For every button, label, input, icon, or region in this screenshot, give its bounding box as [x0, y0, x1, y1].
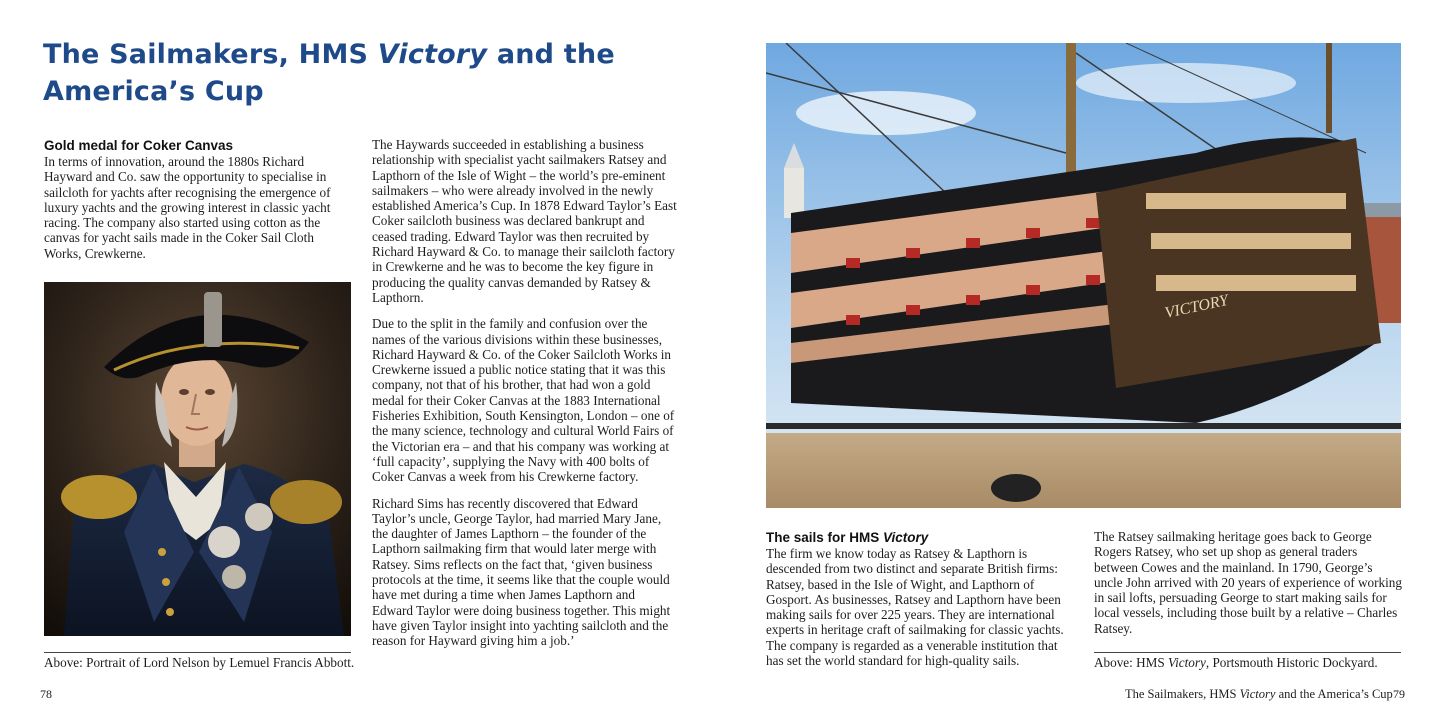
title-ship-name: Victory [377, 39, 488, 70]
left-column-2 [372, 137, 677, 649]
title-part1: The Sailmakers, HMS [43, 39, 378, 70]
victory-caption [1094, 655, 1414, 671]
left-column-1 [44, 137, 352, 261]
ship-name-text: VICTORY [1163, 291, 1230, 322]
running-head-ship: Victory [1239, 687, 1276, 701]
nelson-portrait-image [44, 282, 351, 636]
hms-victory-photo [766, 43, 1401, 508]
nelson-portrait-illustration [44, 282, 351, 636]
paragraph-ratsey-heritage: The Ratsey sailmaking heritage goes back to George Rogers Ratsey, who set up shop as general traders between Cowes and the mainland. In 1790, George’s uncle John arrived with 20 years of experience of working in sail lofts, persuading George to start making sails for local vessels, including those built by a relative – Charles Ratsey. [1094, 529, 1402, 636]
right-page [722, 0, 1445, 723]
left-page [0, 0, 722, 723]
running-head [1125, 687, 1393, 702]
caption-prefix: Above: HMS [1094, 655, 1168, 670]
chapter-title [43, 36, 683, 110]
title-part2: and the America’s Cup [43, 39, 615, 107]
portrait-caption: Above: Portrait of Lord Nelson by Lemuel Francis Abbott. [44, 655, 355, 670]
caption-suffix: , Portsmouth Historic Dockyard. [1205, 655, 1378, 670]
right-column-1 [766, 529, 1066, 668]
subhead-gold-medal: Gold medal for Coker Canvas [44, 138, 234, 153]
right-column-2 [1094, 529, 1404, 636]
subhead-sails-prefix: The sails for HMS [766, 530, 884, 545]
running-head-suffix: and the America’s Cup [1275, 687, 1393, 701]
caption-rule-right [1094, 652, 1401, 653]
hms-victory-illustration [766, 43, 1401, 508]
subhead-ship-name: Victory [883, 530, 929, 545]
paragraph-split-family: Due to the split in the family and confusion over the names of the various divisions within these businesses, Richard Hayward & Co. of the Coker Sailcloth Works in Crewkerne issued a public notice stating that it was this company, not that of his brother, that had won a gold medal for their Coker Canvas at the 1883 International Fisheries Exhibition, South Kensington, London – one of the many science, technology and cultural World Fairs of the Victorian era – and that his company was working at ‘full capacity’, supplying the Navy with 400 bolts of Coker Canvas a week from his Crewkerne factory. [372, 316, 675, 485]
page-number-left: 78 [40, 687, 52, 701]
page-number-right: 79 [1393, 687, 1405, 701]
paragraph-haywards: The Haywards succeeded in establishing a business relationship with specialist yacht sailmakers Ratsey and Lapthorn of the Isle of Wight – the world’s pre-eminent sailmakers – who were already involved in the newly established America’s Cup. In 1878 Edward Taylor’s East Coker sailcloth business was declared bankrupt and ceased trading. Edward Taylor was then recruited by Richard Hayward & Co. to manage their sailcloth factory in Crewkerne and he was to become the key figure in producing the quality canvas demanded by Ratsey & Lapthorn. [372, 137, 677, 305]
paragraph-ratsey-lapthorn: The firm we know today as Ratsey & Lapthorn is descended from two distinct and separate British firms: Ratsey, based in the Isle of Wight, and Lapthorn of Gosport. As businesses, Ratsey and Lapthorn have been making sails for over 225 years. They are international experts in heritage craft of sailmaking for classic yachts. The company is regarded as a venerable institution that has set the world standard for high-quality sails. [766, 546, 1064, 669]
caption-ship-name: Victory [1168, 655, 1206, 670]
running-head-prefix: The Sailmakers, HMS [1125, 687, 1240, 701]
subhead-sails-victory [766, 529, 1066, 546]
paragraph-richard-sims: Richard Sims has recently discovered that Edward Taylor’s uncle, George Taylor, had married Mary Jane, the daughter of James Lapthorn – the founder of the Lapthorn sailmaking firm that would later merge with Ratsey. Sims reflects on the fact that, ‘given business protocols at the time, it seems like that the couple would have met during a time when James Lapthorn and Edward Taylor were doing business together. This might have given Taylor insight into yachting sailcloth and the reason for Hayward giving him a job.’ [372, 495, 671, 649]
paragraph-innovation: In terms of innovation, around the 1880s Richard Hayward and Co. saw the opportunity to specialise in sailcloth for yachts after recognising the emergence of luxury yachts and the growing interest in classic yacht racing. The company also started using cotton as the canvas for yacht sails made in the Coker Sail Cloth Works, Crewkerne. [44, 154, 331, 261]
caption-rule-left [44, 652, 351, 653]
